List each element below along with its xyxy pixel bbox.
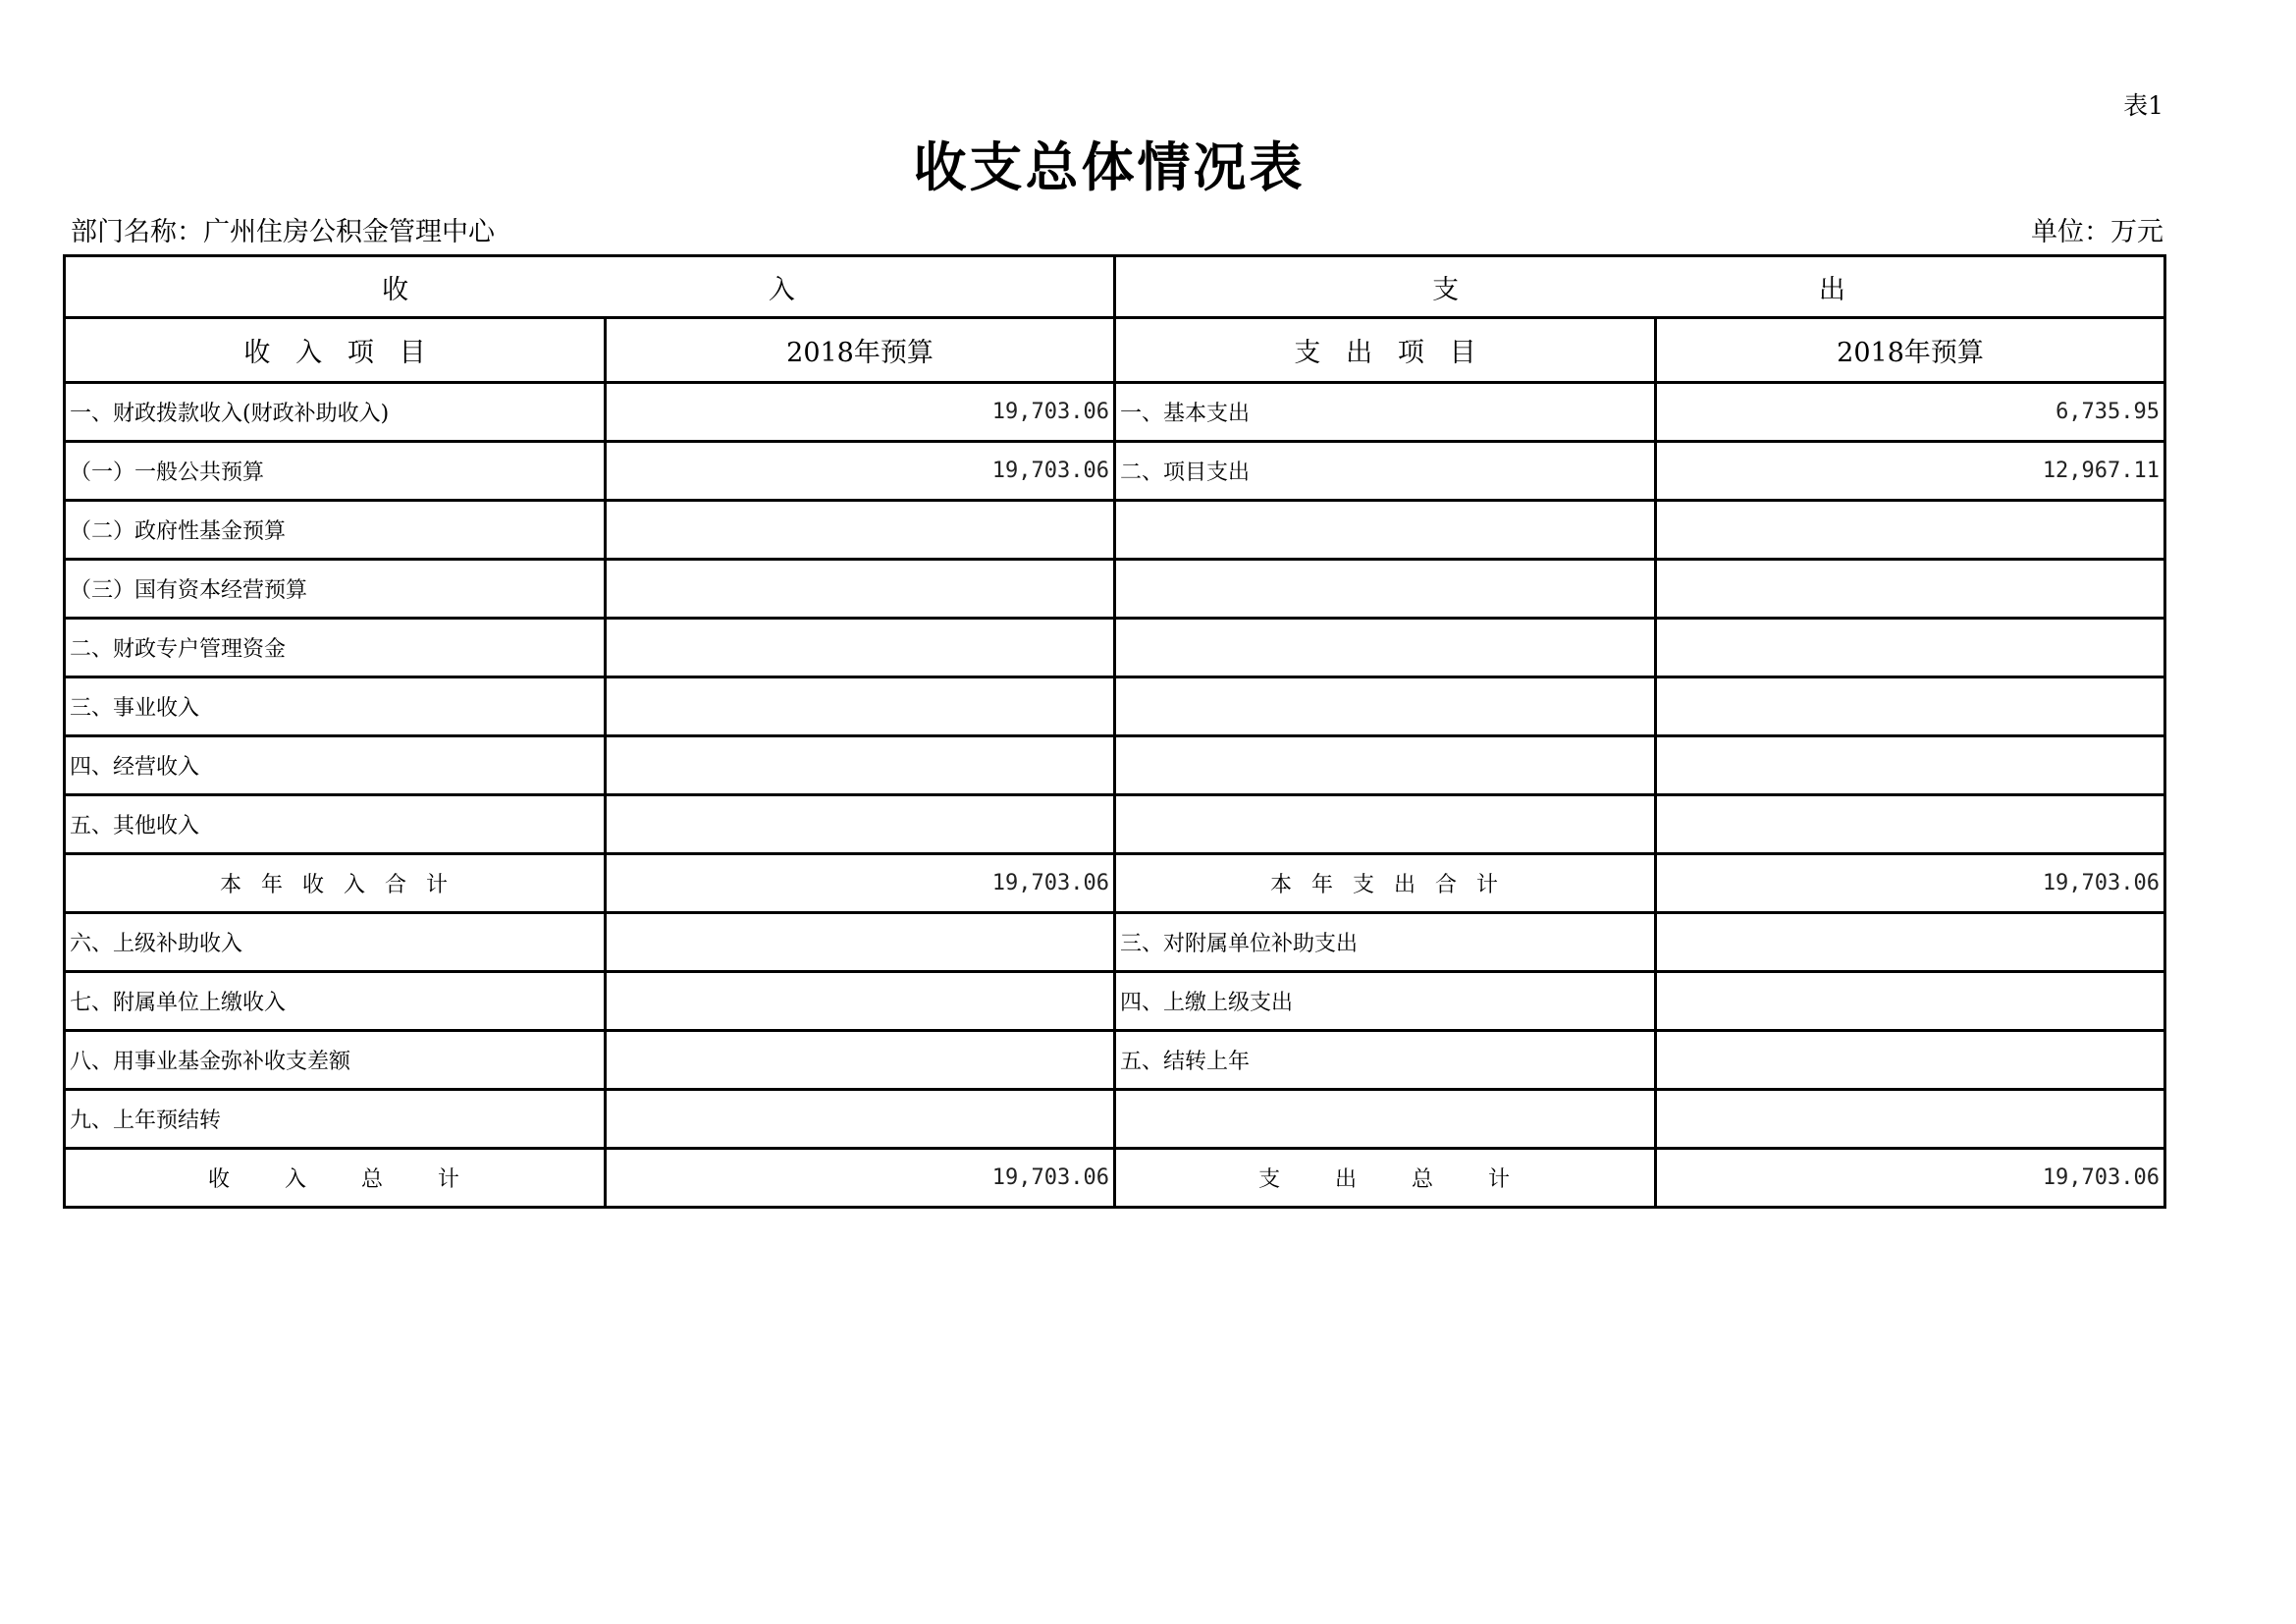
expense-item-cell: 二、项目支出 [1115, 442, 1656, 501]
table-row [65, 619, 2165, 677]
income-item-cell: （三）国有资本经营预算 [65, 560, 606, 619]
expense-item-cell: 支 出 总 计 [1115, 1149, 1656, 1208]
income-value-cell [606, 501, 1115, 560]
income-item-cell: 三、事业收入 [65, 677, 606, 736]
table-row [65, 677, 2165, 736]
income-value-cell [606, 795, 1115, 854]
income-item-cell: 一、财政拨款收入(财政补助收入) [65, 383, 606, 442]
expense-value-cell: 19,703.06 [1656, 1149, 2165, 1208]
income-item-cell: 收 入 总 计 [65, 1149, 606, 1208]
income-item-cell: 六、上级补助收入 [65, 913, 606, 972]
expense-value-cell [1656, 1031, 2165, 1090]
expense-value-cell [1656, 972, 2165, 1031]
column-header-row [65, 318, 2165, 383]
page-title: 收支总体情况表 [913, 136, 1306, 198]
expense-item-cell: 四、上缴上级支出 [1115, 972, 1656, 1031]
expense-value-cell: 12,967.11 [1656, 442, 2165, 501]
expense-value-cell [1656, 913, 2165, 972]
expense-section-header: 支 出 [1115, 256, 2165, 318]
expense-item-header: 支 出 项 目 [1115, 318, 1656, 383]
income-value-cell [606, 913, 1115, 972]
income-value-cell [606, 1031, 1115, 1090]
expense-item-cell [1115, 560, 1656, 619]
income-item-cell: 二、财政专户管理资金 [65, 619, 606, 677]
income-budget-header: 2018年预算 [606, 318, 1115, 383]
table-number: 表1 [2123, 91, 2163, 120]
expense-value-cell [1656, 501, 2165, 560]
income-value-cell: 19,703.06 [606, 1149, 1115, 1208]
income-item-cell: 本 年 收 入 合 计 [65, 854, 606, 913]
expense-value-cell [1656, 1090, 2165, 1149]
expense-item-cell [1115, 736, 1656, 795]
expense-item-cell [1115, 1090, 1656, 1149]
expense-value-cell [1656, 619, 2165, 677]
income-item-cell: 五、其他收入 [65, 795, 606, 854]
income-value-cell [606, 972, 1115, 1031]
income-item-cell: （一）一般公共预算 [65, 442, 606, 501]
income-value-cell [606, 560, 1115, 619]
income-item-cell: （二）政府性基金预算 [65, 501, 606, 560]
expense-value-cell [1656, 795, 2165, 854]
income-item-header: 收 入 项 目 [65, 318, 606, 383]
table-row [65, 913, 2165, 972]
table-row [65, 736, 2165, 795]
table-row [65, 560, 2165, 619]
income-value-cell [606, 619, 1115, 677]
expense-value-cell [1656, 677, 2165, 736]
unit-label: 单位：万元 [2031, 217, 2163, 247]
table-row [65, 1031, 2165, 1090]
income-section-header: 收 入 [65, 256, 1115, 318]
table-row [65, 383, 2165, 442]
expense-item-cell [1115, 795, 1656, 854]
table-row [65, 1090, 2165, 1149]
income-value-cell: 19,703.06 [606, 383, 1115, 442]
income-value-cell [606, 677, 1115, 736]
department-label: 部门名称：广州住房公积金管理中心 [71, 217, 495, 247]
table-row [65, 795, 2165, 854]
income-value-cell [606, 736, 1115, 795]
expense-item-cell [1115, 501, 1656, 560]
expense-value-cell [1656, 560, 2165, 619]
expense-value-cell [1656, 736, 2165, 795]
expense-budget-header: 2018年预算 [1656, 318, 2165, 383]
budget-table [63, 254, 2166, 1209]
income-item-cell: 八、用事业基金弥补收支差额 [65, 1031, 606, 1090]
expense-item-cell [1115, 677, 1656, 736]
expense-value-cell: 19,703.06 [1656, 854, 2165, 913]
table-row [65, 501, 2165, 560]
expense-item-cell: 本 年 支 出 合 计 [1115, 854, 1656, 913]
expense-item-cell: 三、对附属单位补助支出 [1115, 913, 1656, 972]
income-item-cell: 九、上年预结转 [65, 1090, 606, 1149]
expense-item-cell [1115, 619, 1656, 677]
total-row [65, 1149, 2165, 1208]
income-item-cell: 七、附属单位上缴收入 [65, 972, 606, 1031]
section-header-row [65, 256, 2165, 318]
income-value-cell: 19,703.06 [606, 854, 1115, 913]
income-item-cell: 四、经营收入 [65, 736, 606, 795]
expense-item-cell: 五、结转上年 [1115, 1031, 1656, 1090]
expense-item-cell: 一、基本支出 [1115, 383, 1656, 442]
income-value-cell [606, 1090, 1115, 1149]
table-row [65, 442, 2165, 501]
expense-value-cell: 6,735.95 [1656, 383, 2165, 442]
total-row [65, 854, 2165, 913]
table-row [65, 972, 2165, 1031]
income-value-cell: 19,703.06 [606, 442, 1115, 501]
